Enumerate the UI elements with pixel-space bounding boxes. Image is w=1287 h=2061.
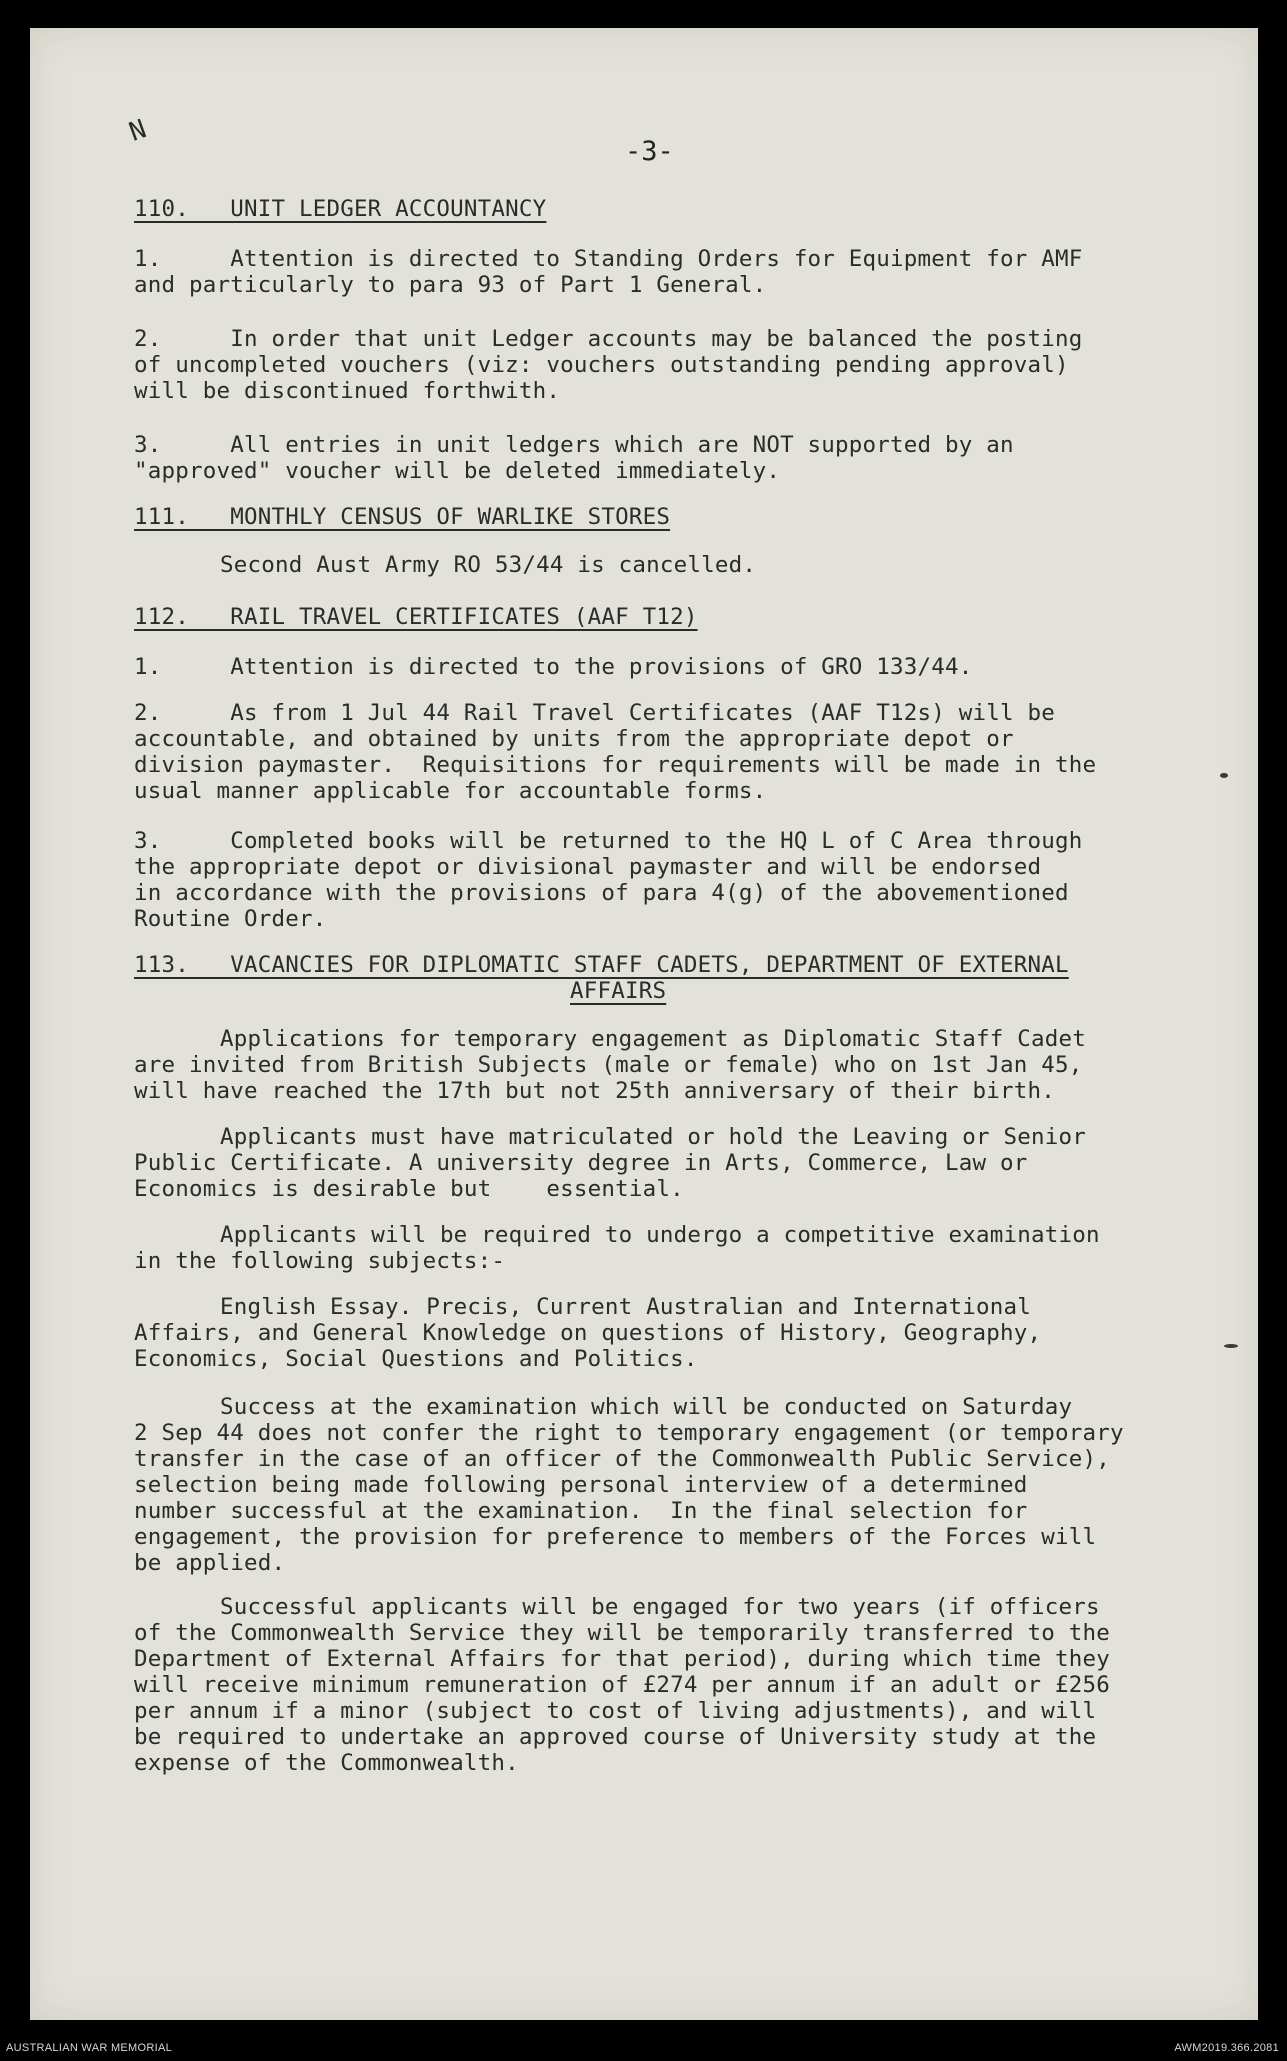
text-line: per annum if a minor (subject to cost of living adjustments), and will (134, 1698, 1097, 1724)
ink-speck (1224, 1344, 1238, 1348)
text-line: transfer in the case of an officer of the Commonwealth Public Service), (134, 1446, 1110, 1472)
text-line: Second Aust Army RO 53/44 is cancelled. (220, 552, 757, 578)
ink-speck (1220, 773, 1228, 778)
text-line: Department of External Affairs for that period), during which time they (134, 1646, 1110, 1672)
text-line: 2 Sep 44 does not confer the right to temporary engagement (or temporary (134, 1420, 1124, 1446)
heading-110: 110. UNIT LEDGER ACCOUNTANCY (134, 196, 547, 222)
text-line: accountable, and obtained by units from the appropriate depot or (134, 726, 1014, 752)
page-number: -3- (625, 136, 674, 167)
text-line: Applicants must have matriculated or hold the Leaving or Senior (220, 1124, 1087, 1150)
text-line: expense of the Commonwealth. (134, 1750, 519, 1776)
text-line: Success at the examination which will be conducted on Saturday (220, 1394, 1073, 1420)
text-line: number successful at the examination. In the final selection for (134, 1498, 1028, 1524)
text-line: of the Commonwealth Service they will be temporarily transferred to the (134, 1620, 1110, 1646)
heading-111: 111. MONTHLY CENSUS OF WARLIKE STORES (134, 504, 671, 530)
text-line: be applied. (134, 1550, 286, 1576)
text-line: be required to undertake an approved course of University study at the (134, 1724, 1097, 1750)
text-line: 1. Attention is directed to Standing Orders for Equipment for AMF (134, 246, 1083, 272)
document-sheet (30, 28, 1258, 2020)
text-line: 3. Completed books will be returned to the HQ L of C Area through (134, 828, 1083, 854)
text-line: will be discontinued forthwith. (134, 378, 561, 404)
heading-113-cont: AFFAIRS (570, 978, 667, 1004)
text-line: in accordance with the provisions of para 4(g) of the abovementioned (134, 880, 1069, 906)
heading-112: 112. RAIL TRAVEL CERTIFICATES (AAF T12) (134, 604, 698, 630)
text-line: Economics is desirable but essential. (134, 1176, 684, 1202)
text-line: "approved" voucher will be deleted immediately. (134, 458, 781, 484)
text-line: the appropriate depot or divisional paymaster and will be endorsed (134, 854, 1042, 880)
text-line: Applications for temporary engagement as Diplomatic Staff Cadet (220, 1026, 1087, 1052)
text-line: Affairs, and General Knowledge on questions of History, Geography, (134, 1320, 1042, 1346)
text-line: of uncompleted vouchers (viz: vouchers outstanding pending approval) (134, 352, 1069, 378)
document-body (30, 28, 1258, 2020)
text-line: usual manner applicable for accountable forms. (134, 778, 767, 804)
text-line: Public Certificate. A university degree in Arts, Commerce, Law or (134, 1150, 1028, 1176)
text-line: engagement, the provision for preference to members of the Forces will (134, 1524, 1097, 1550)
corner-mark: N (125, 114, 151, 148)
text-line: 2. As from 1 Jul 44 Rail Travel Certificates (AAF T12s) will be (134, 700, 1055, 726)
text-line: division paymaster. Requisitions for requirements will be made in the (134, 752, 1097, 778)
footer-accession-number: AWM2019.366.2081 (1174, 2042, 1279, 2054)
heading-113: 113. VACANCIES FOR DIPLOMATIC STAFF CADETS, DEPARTMENT OF EXTERNAL (134, 952, 1069, 978)
text-line: Economics, Social Questions and Politics. (134, 1346, 698, 1372)
text-line: are invited from British Subjects (male or female) who on 1st Jan 45, (134, 1052, 1083, 1078)
text-line: and particularly to para 93 of Part 1 General. (134, 272, 767, 298)
text-line: Routine Order. (134, 906, 327, 932)
text-line: 1. Attention is directed to the provisions of GRO 133/44. (134, 654, 973, 680)
text-line: will have reached the 17th but not 25th anniversary of their birth. (134, 1078, 1055, 1104)
text-line: 2. In order that unit Ledger accounts may be balanced the posting (134, 326, 1083, 352)
text-line: will receive minimum remuneration of £274 per annum if an adult or £256 (134, 1672, 1110, 1698)
text-line: English Essay. Precis, Current Australian and International (220, 1294, 1032, 1320)
text-line: selection being made following personal interview of a determined (134, 1472, 1028, 1498)
text-line: 3. All entries in unit ledgers which are NOT supported by an (134, 432, 1014, 458)
text-line: Applicants will be required to undergo a competitive examination (220, 1222, 1100, 1248)
text-line: in the following subjects:- (134, 1248, 506, 1274)
text-line: Successful applicants will be engaged for two years (if officers (220, 1594, 1100, 1620)
footer-credit: AUSTRALIAN WAR MEMORIAL (6, 2042, 173, 2054)
